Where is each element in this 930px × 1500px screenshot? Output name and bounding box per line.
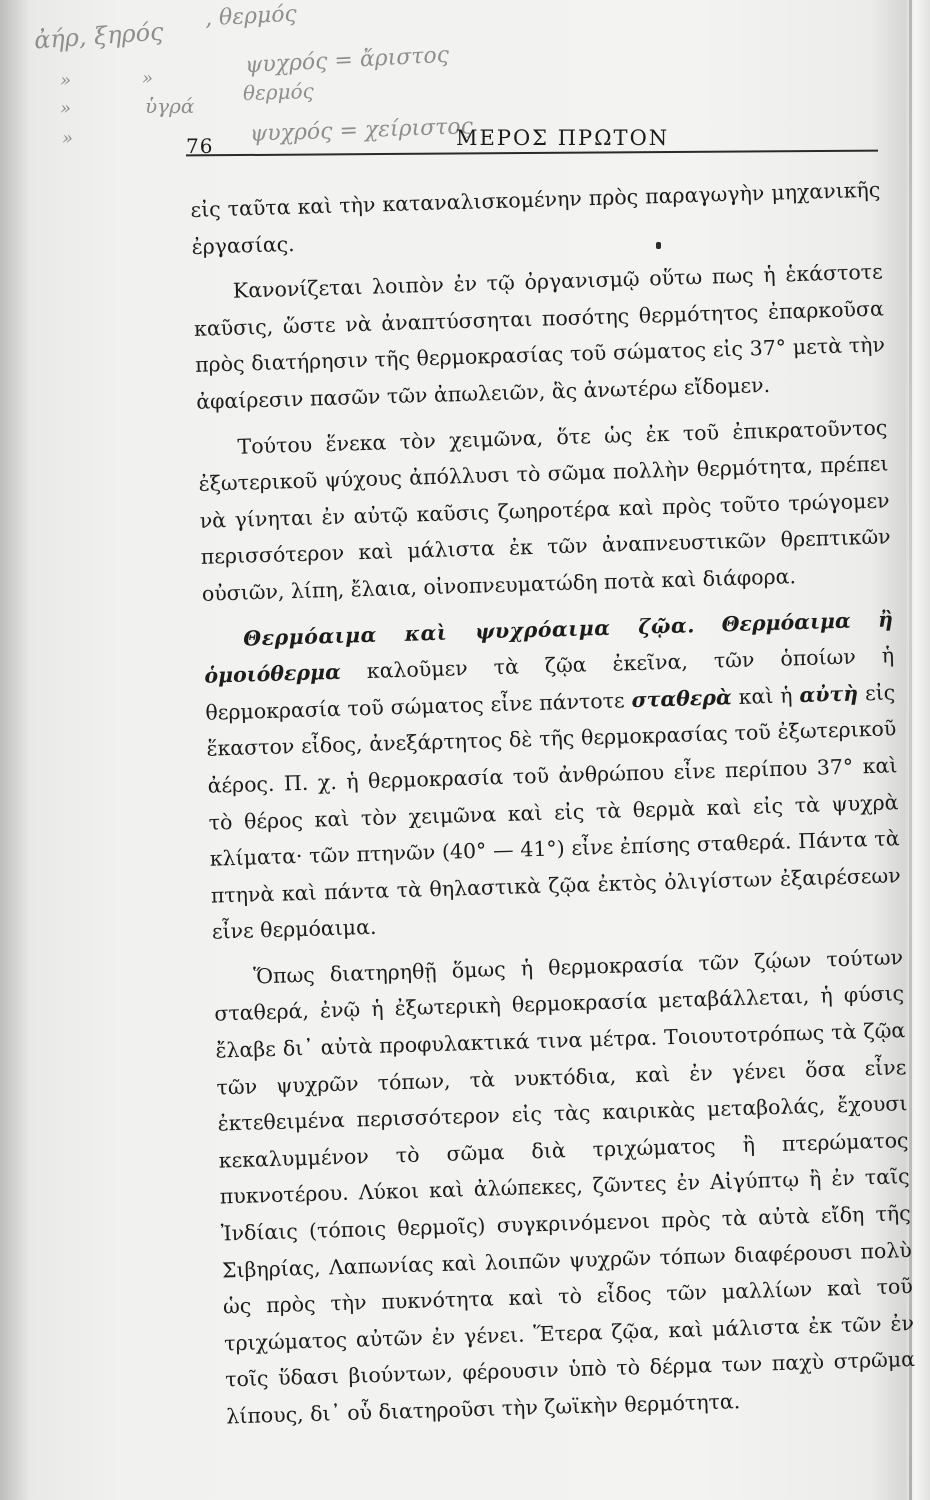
- paragraph: Ὅπως διατηρηθῇ ὅμως ἡ θερμοκρασία τῶν ζῴων τούτων σταθερά, ἐνῷ ἡ ἐξωτερικὴ θερμοκρασία μεταβάλλεται, ἡ φύσις ἔλαβε δι᾽ αὐτὰ προφυλακτικά τινα μέτρα. Τοιουτοτρόπως τὰ ζῷα τῶν ψυχρῶν τόπων, τὰ νυκτόδια, καὶ ἐν γένει ὅσα εἶνε ἐκτεθειμένα περισσότερον εἰς τὰς καιρικὰς μεταβολάς, ἔχουσι κεκαλυμμένον τὸ σῶμα διὰ τριχώματος ἢ πτερώματος πυκνοτέρου. Λύκοι καὶ ἀλώπεκες, ζῶντες ἐν Αἰγύπτῳ ἢ ἐν ταῖς Ἰνδίαις (τόποις θερμοῖς) συγκρινόμενοι πρὸς τὰ αὐτὰ εἴδη τῆς Σιβηρίας, Λαπωνίας καὶ λοιπῶν ψυχρῶν τόπων διαφέρουσι πολὺ ὡς πρὸς τὴν πυκνότητα καὶ τὸ εἶδος τῶν μαλλίων καὶ τοῦ τριχώματος αὐτῶν ἐν γένει. Ἕτερα ζῷα, καὶ μάλιστα ἐκ τῶν ἐν τοῖς ὕδασι βιούντων, φέρουσιν ὑπὸ τὸ δέρμα των παχὺ στρῶμα λίπους, δι᾽ οὗ διατηροῦσι τὴν ζωϊκὴν θερμότητα.: [214, 945, 916, 1429]
- paragraph-text: καὶ ἡ: [731, 682, 800, 709]
- paragraph: [203, 601, 902, 951]
- emphasis: αὐτὴ: [799, 681, 859, 707]
- paragraph-text: εἰς ἕκαστον εἶδος, ἀνεξάρτητος δὲ τῆς θερμοκρασίας τοῦ ἐξωτερικοῦ ἀέρος. Π. χ. ἡ θερμοκρασία τοῦ ἀνθρώπου εἶνε περίπου 37° καὶ τὸ θέρος καὶ τὸν χειμῶνα καὶ εἰς τὰ θερμὰ καὶ εἰς τὰ ψυχρὰ κλίματα· τῶν πτηνῶν (40° — 41°) εἶνε ἐπίσης σταθερά. Πάντα τὰ πτηνὰ καὶ πάντα τὰ θηλαστικὰ ζῷα ἐκτὸς ὀλιγίστων ἐξαιρέσεων εἶνε θερμόαιμα.: [206, 680, 901, 944]
- handwritten-mark: »: [60, 70, 72, 91]
- emphasis: σταθερὰ: [631, 684, 733, 712]
- handwritten-mark: »: [142, 68, 154, 89]
- handwritten-note: θερμός: [242, 78, 315, 106]
- page-number: 76: [186, 134, 214, 158]
- handwritten-note: ψυχρός = χείριστος: [249, 114, 474, 147]
- paragraph: Κανονίζεται λοιπὸν ἐν τῷ ὀργανισμῷ οὕτω πως ἡ ἑκάστοτε καῦσις, ὥστε νὰ ἀναπτύσσηται ποσότης θερμότητος ἐπαρκοῦσα πρὸς διατήρησιν τῆς θερμοκρασίας τοῦ σώματος εἰς 37° μετὰ τὴν ἀφαίρεσιν πασῶν τῶν ἀπωλειῶν, ἃς ἀνωτέρω εἴδομεν.: [193, 259, 886, 414]
- running-head: ΜΕΡΟΣ ΠΡΩΤΟΝ: [456, 126, 670, 150]
- handwritten-note: ὑγρά: [145, 94, 195, 118]
- paragraph: εἰς ταῦτα καὶ τὴν καταναλισκομένην πρὸς παραγωγὴν μηχανικῆς ἐργασίας.: [190, 177, 881, 259]
- handwritten-note: , θερμός: [204, 1, 298, 32]
- defined-term: Θερμόαιμα ἢ ὁμοιόθερμα: [204, 606, 894, 688]
- handwritten-mark: »: [62, 128, 74, 149]
- handwritten-note: ψυχρός = ἄριστος: [244, 42, 450, 79]
- header-rule: [186, 150, 878, 157]
- paragraph: Τούτου ἕνεκα τὸν χειμῶνα, ὅτε ὡς ἐκ τοῦ ἐπικρατοῦντος ἐξωτερικοῦ ψύχους ἀπόλλυσι τὸ σῶμα πολλὴν θερμότητα, πρέπει νὰ γίνηται ἐν αὐτῷ καῦσις ζωηροτέρα καὶ πρὸς τοῦτο τρώγομεν περισσότερον καὶ μάλιστα ἐκ τῶν ἀναπνευστικῶν θρεπτικῶν οὐσιῶν, λίπη, ἔλαια, οἰνοπνευματώδη ποτὰ καὶ διάφορα.: [198, 414, 891, 606]
- handwritten-mark: »: [60, 98, 72, 119]
- section-heading: Θερμόαιμα καὶ ψυχρόαιμα ζῷα.: [242, 612, 696, 651]
- handwritten-note: ἀήρ, ξηρός: [33, 17, 165, 55]
- body-text: [190, 172, 917, 1436]
- paragraph-text: καλοῦμεν τὰ ζῷα ἐκεῖνα, τῶν ὁποίων ἡ θερμοκρασία τοῦ σώματος εἶνε πάντοτε: [205, 643, 895, 725]
